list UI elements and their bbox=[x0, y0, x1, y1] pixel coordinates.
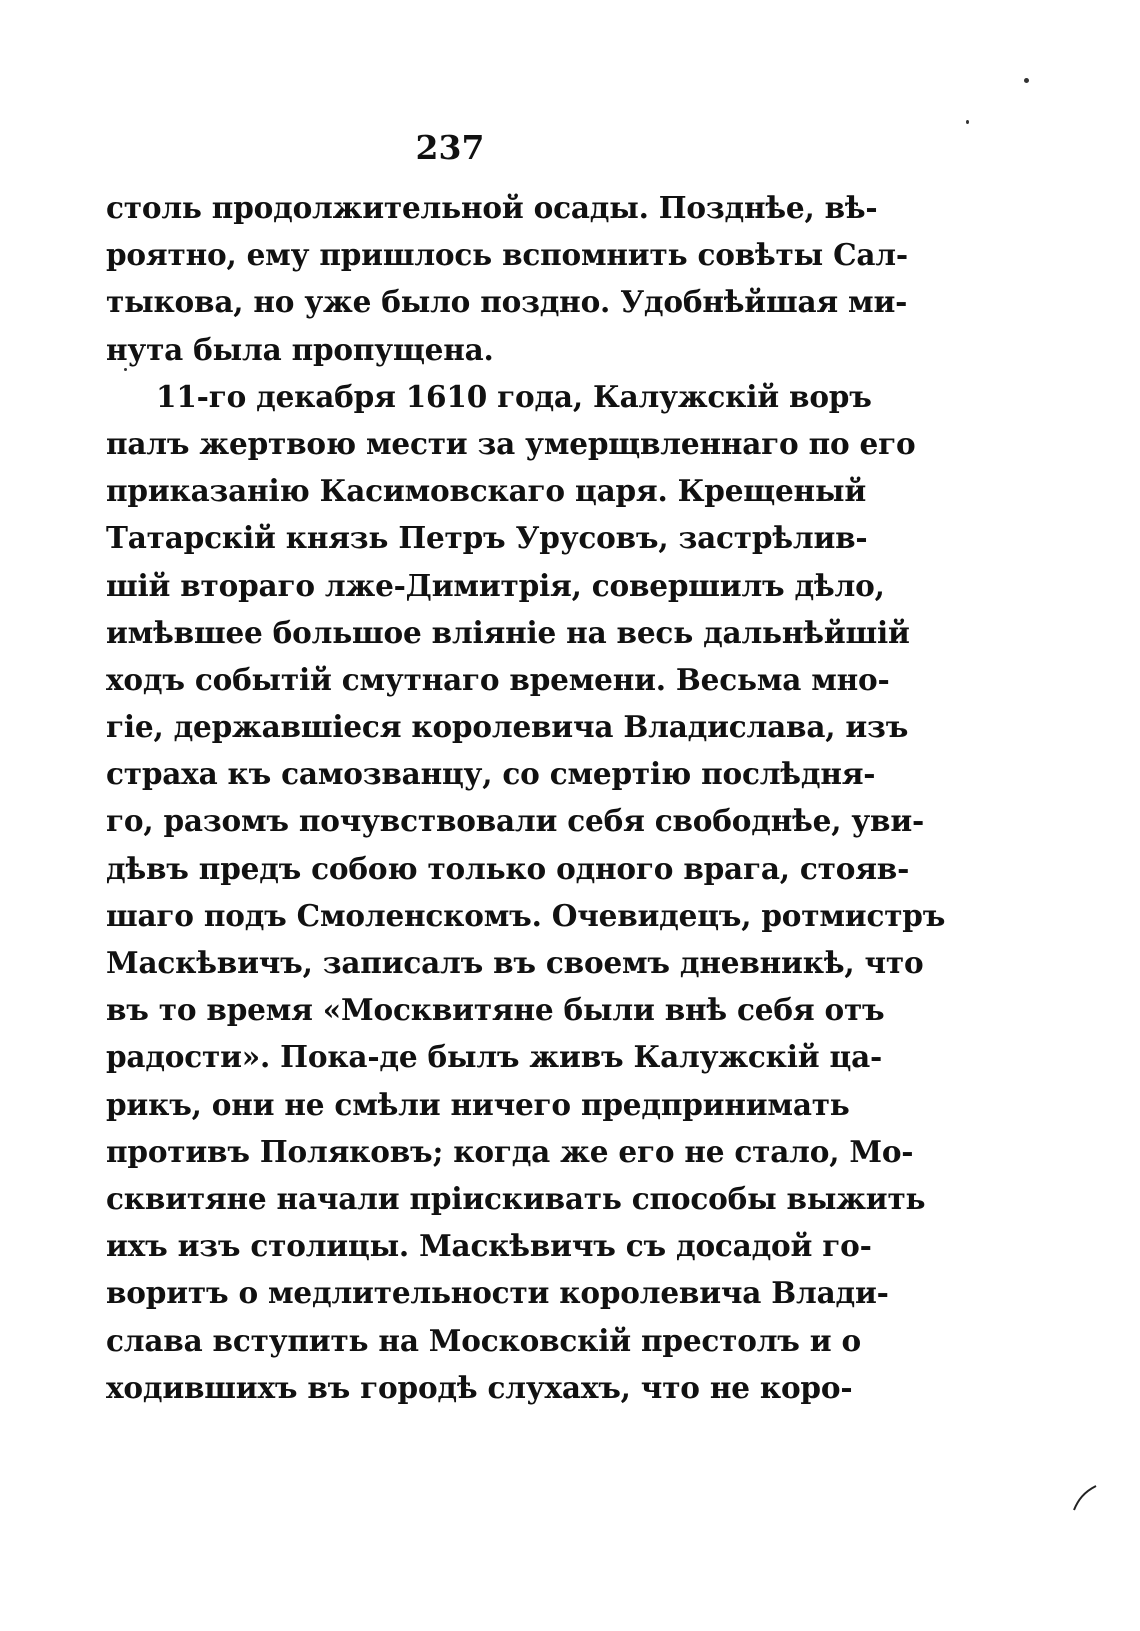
text-line: Татарскій князь Петръ Урусовъ, застрѣлив- bbox=[106, 520, 868, 556]
text-line: сквитяне начали пріискивать способы выжить bbox=[106, 1180, 926, 1216]
body-text bbox=[106, 184, 946, 1411]
text-line: приказанію Касимовскаго царя. Крещеный bbox=[106, 473, 867, 509]
text-line: шаго подъ Смоленскомъ. Очевидецъ, ротмистръ bbox=[106, 897, 946, 933]
text-line: ходъ событій смутнаго времени. Весьма мно- bbox=[106, 661, 890, 697]
text-line: тыкова, но уже было поздно. Удобнѣйшая ми- bbox=[106, 284, 908, 320]
text-line: ходившихъ въ городѣ слухахъ, что не коро- bbox=[106, 1369, 853, 1405]
scan-mark bbox=[1072, 1482, 1098, 1512]
text-line: радости». Пока-де былъ живъ Калужскій ца- bbox=[106, 1039, 883, 1075]
text-line: роятно, ему пришлось вспомнить совѣты Сал- bbox=[106, 237, 908, 273]
paragraph-start-line: 11-го декабря 1610 года, Калужскій воръ bbox=[156, 378, 872, 414]
text-line: го, разомъ почувствовали себя свободнѣе, уви- bbox=[106, 803, 925, 839]
page-number: 237 bbox=[415, 128, 485, 167]
text-line: слава вступить на Московскій престолъ и о bbox=[106, 1322, 862, 1358]
text-line: ихъ изъ столицы. Маскѣвичъ съ досадой го- bbox=[106, 1228, 872, 1264]
text-line: Маскѣвичъ, записалъ въ своемъ дневникѣ, что bbox=[106, 945, 924, 980]
text-line: рикъ, они не смѣли ничего предпринимать bbox=[106, 1086, 850, 1122]
text-line: въ то время «Москвитяне были внѣ себя отъ bbox=[106, 992, 885, 1028]
text-line: палъ жертвою мести за умерщвленнаго по его bbox=[106, 425, 916, 461]
text-line: шій втораго лже-Димитрія, совершилъ дѣло, bbox=[106, 567, 885, 603]
paragraph-end-line: нута была пропущена. bbox=[106, 331, 494, 367]
text-line: противъ Поляковъ; когда же его не стало, Мо- bbox=[106, 1133, 914, 1169]
text-line: воритъ о медлительности королевича Влади- bbox=[106, 1275, 889, 1311]
text-line: дѣвъ предъ собою только одного врага, стояв- bbox=[106, 850, 910, 886]
text-line: страха къ самозванцу, со смертію послѣдня- bbox=[106, 756, 876, 792]
scan-speck bbox=[966, 120, 969, 124]
text-line: столь продолжительной осады. Позднѣе, вѣ- bbox=[106, 190, 878, 225]
scan-speck bbox=[124, 368, 127, 371]
text-line: имѣвшее большое вліяніе на весь дальнѣйшій bbox=[106, 614, 910, 650]
scan-speck bbox=[1024, 78, 1029, 83]
text-line: гіе, державшіеся королевича Владислава, изъ bbox=[106, 709, 909, 745]
